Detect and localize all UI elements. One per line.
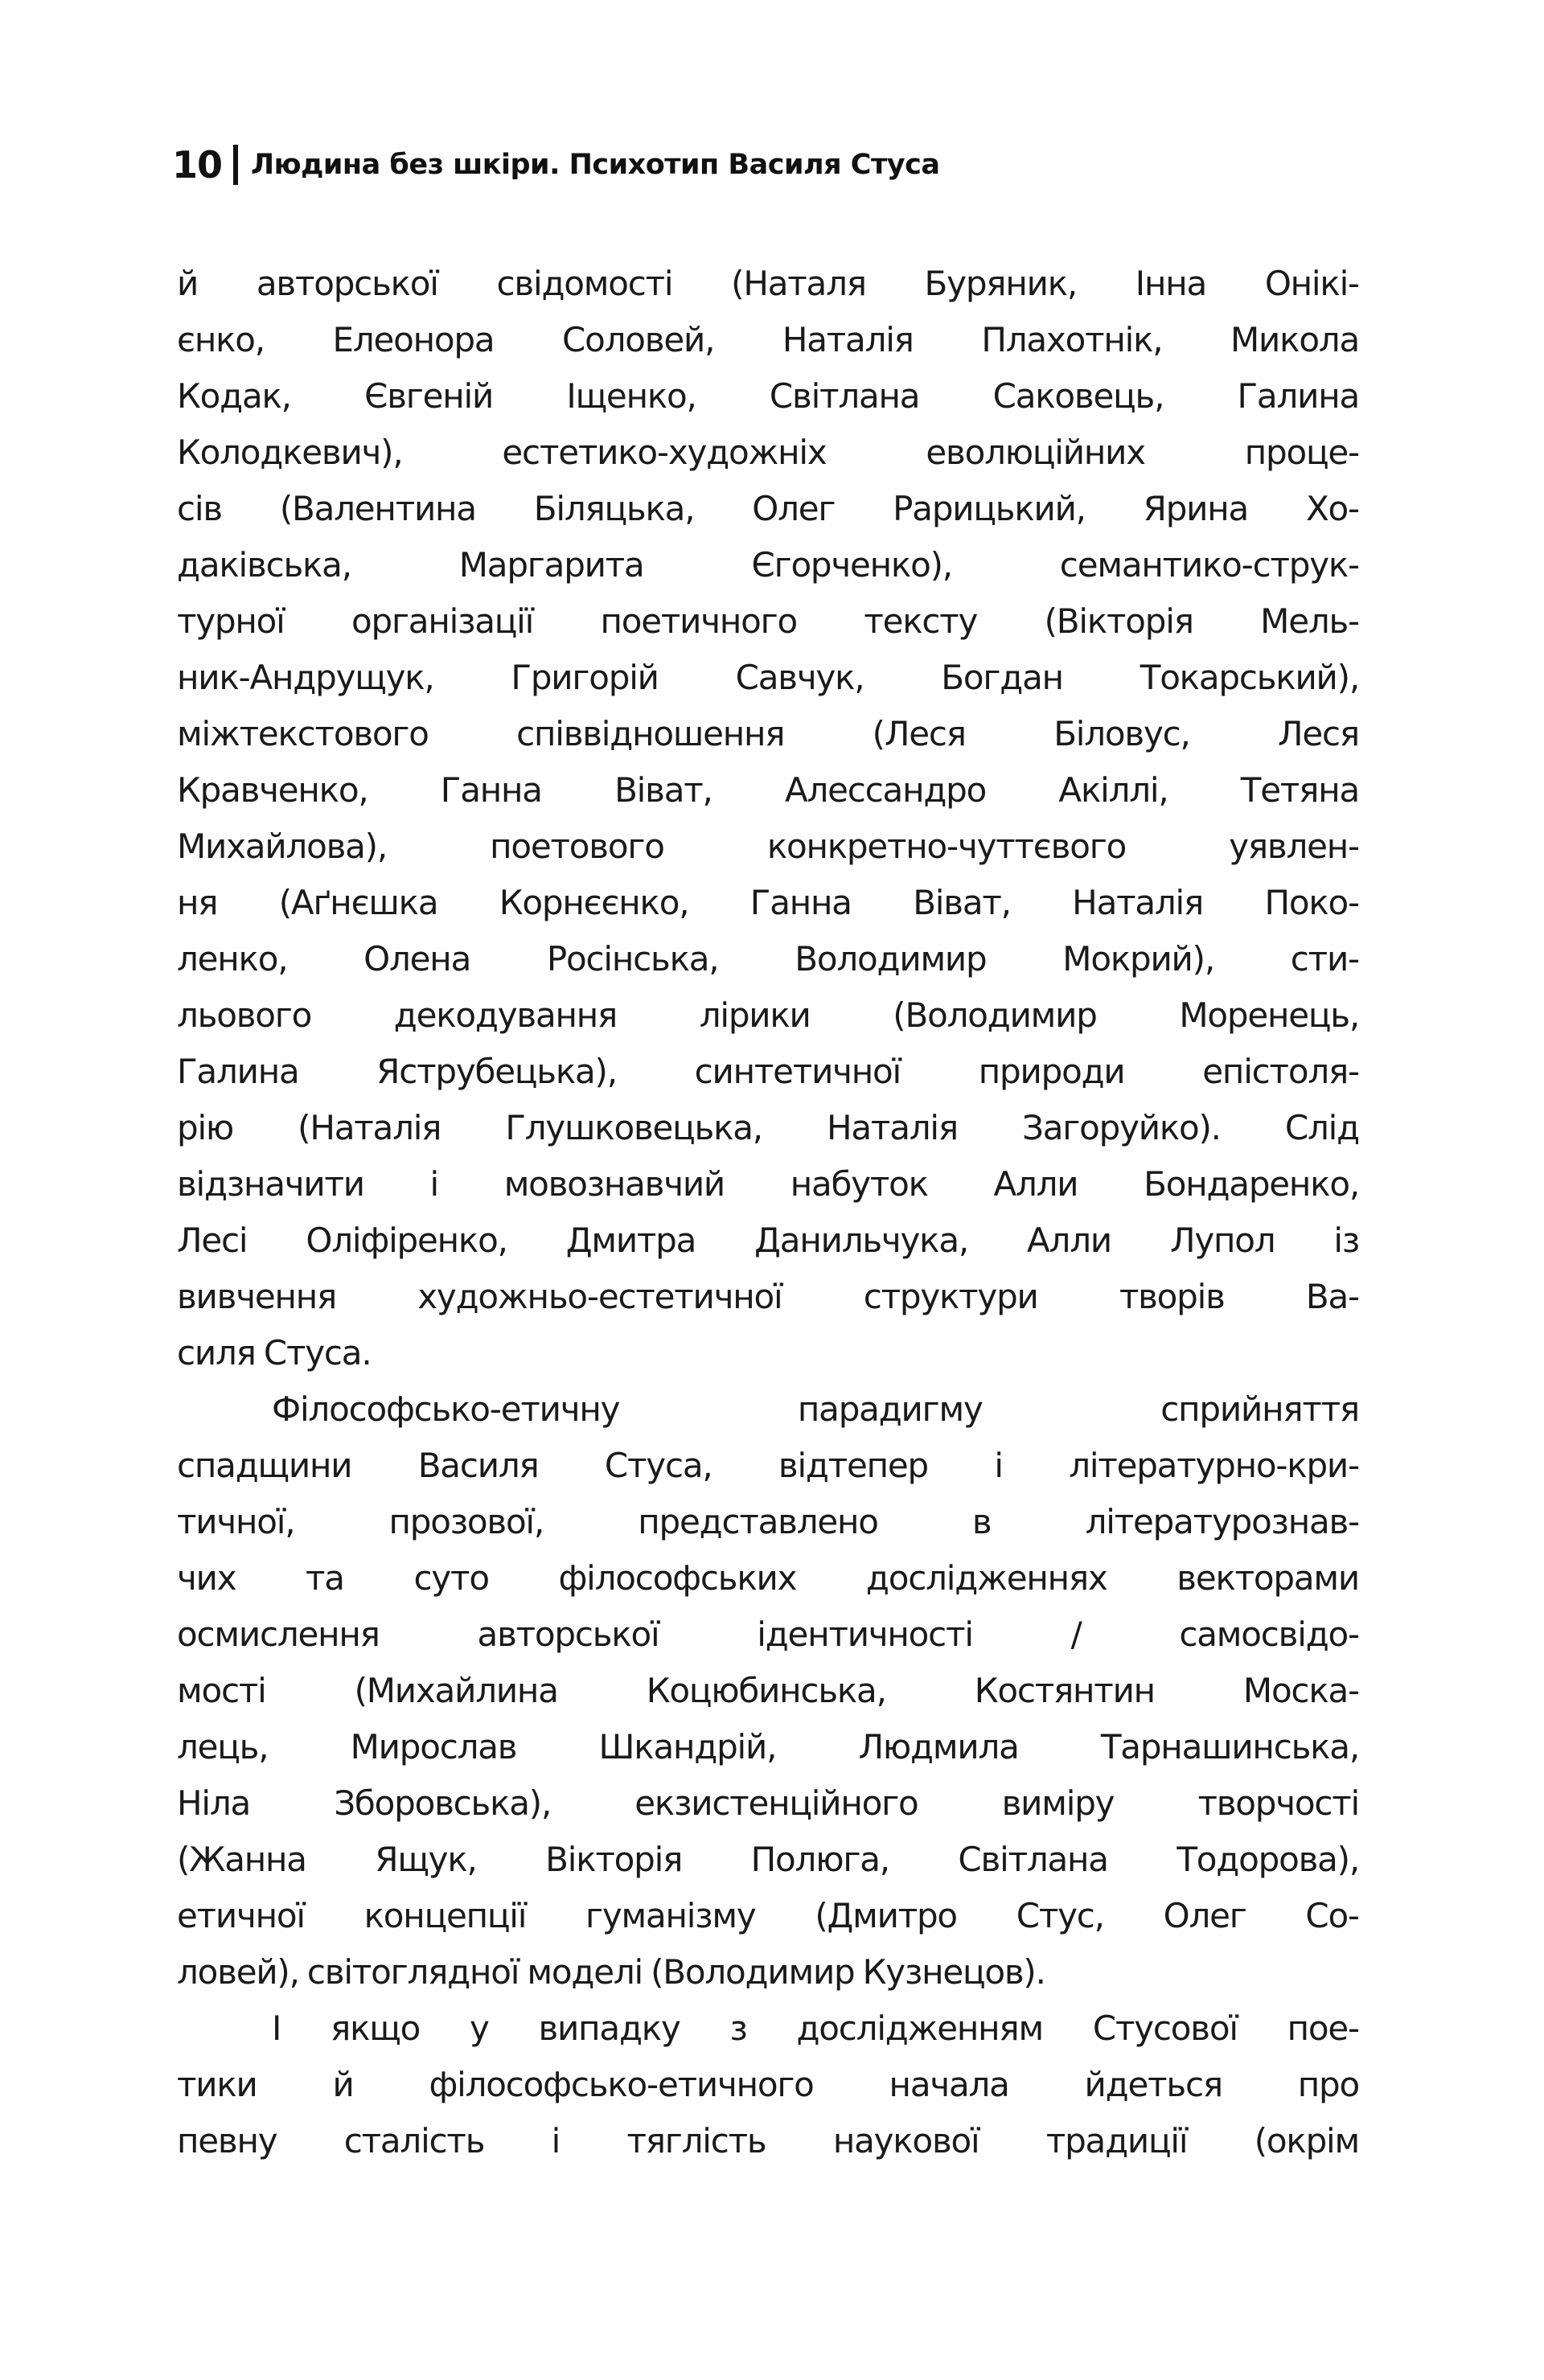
text-line: силя Стуса.	[177, 1333, 372, 1373]
text-line: ня (Аґнєшка Корнєєнко, Ганна Віват, Наталія Поко-	[177, 883, 1359, 922]
text-line: ловей), світоглядної моделі (Володимир Кузнецов).	[177, 1952, 1045, 1992]
text-line: льового декодування лірики (Володимир Моренець,	[177, 995, 1359, 1035]
text-line: Кодак, Євгеній Іщенко, Світлана Саковець, Галина	[177, 376, 1359, 416]
text-line: вивчення художньо-естетичної структури творів Ва-	[177, 1277, 1359, 1316]
paragraph	[177, 2000, 1359, 2169]
text-line: ленко, Олена Росінська, Володимир Мокрий), сти-	[177, 939, 1359, 979]
running-header	[172, 137, 939, 193]
text-line: (Жанна Ящук, Вікторія Полюга, Світлана Тодорова),	[177, 1840, 1359, 1879]
paragraph	[177, 1381, 1359, 2000]
text-line: відзначити і мовознавчий набуток Алли Бондаренко,	[177, 1164, 1359, 1204]
text-line: тичної, прозової, представлено в літературознав-	[177, 1502, 1359, 1541]
text-line: Кравченко, Ганна Віват, Алессандро Акіллі, Тетяна	[177, 770, 1359, 810]
text-line: міжтекстового співвідношення (Леся Біловус, Леся	[177, 714, 1359, 753]
text-line: тики й філософсько-етичного начала йдеться про	[177, 2065, 1359, 2104]
page-number: 10	[172, 143, 223, 187]
text-line: рію (Наталія Глушковецька, Наталія Загоруйко). Слід	[177, 1108, 1359, 1147]
text-line: турної організації поетичного тексту (Вікторія Мель-	[177, 601, 1359, 641]
header-separator	[233, 145, 238, 185]
paragraph	[177, 256, 1359, 1381]
text-line: сів (Валентина Біляцька, Олег Рарицький, Ярина Хо-	[177, 489, 1359, 528]
text-line: чих та суто філософських дослідженнях векторами	[177, 1558, 1359, 1598]
text-line: спадщини Василя Стуса, відтепер і літературно-кри-	[177, 1446, 1359, 1485]
body-text	[177, 256, 1359, 2169]
text-line: лець, Мирослав Шкандрій, Людмила Тарнашинська,	[177, 1727, 1359, 1767]
text-line: Філософсько-етичну парадигму сприйняття	[272, 1389, 1359, 1429]
text-line: Галина Яструбецька), синтетичної природи епістоля-	[177, 1052, 1359, 1091]
text-line: й авторської свідомості (Наталя Буряник, Інна Онікі-	[177, 264, 1359, 303]
text-line: І якщо у випадку з дослідженням Стусової пое-	[272, 2009, 1359, 2048]
text-line: певну сталість і тяглість наукової традиції (окрім	[177, 2121, 1359, 2160]
text-line: Ніла Зборовська), екзистенційного виміру творчості	[177, 1783, 1359, 1823]
text-line: мості (Михайлина Коцюбинська, Костянтин Моска-	[177, 1671, 1359, 1710]
text-line: Лесі Оліфіренко, Дмитра Данильчука, Алли Лупол із	[177, 1221, 1359, 1260]
text-line: єнко, Елеонора Соловей, Наталія Плахотнік, Микола	[177, 320, 1359, 359]
text-line: етичної концепції гуманізму (Дмитро Стус, Олег Со-	[177, 1896, 1359, 1935]
text-line: Колодкевич), естетико-художніх еволюційних проце-	[177, 433, 1359, 472]
text-line: даківська, Маргарита Єгорченко), семантико-струк-	[177, 545, 1359, 585]
text-line: осмислення авторської ідентичності / самосвідо-	[177, 1615, 1359, 1654]
running-title: Людина без шкіри. Психотип Василя Стуса	[251, 149, 940, 181]
text-line: Михайлова), поетового конкретно-чуттєвого уявлен-	[177, 827, 1359, 866]
text-line: ник-Андрущук, Григорій Савчук, Богдан Токарський),	[177, 658, 1359, 697]
